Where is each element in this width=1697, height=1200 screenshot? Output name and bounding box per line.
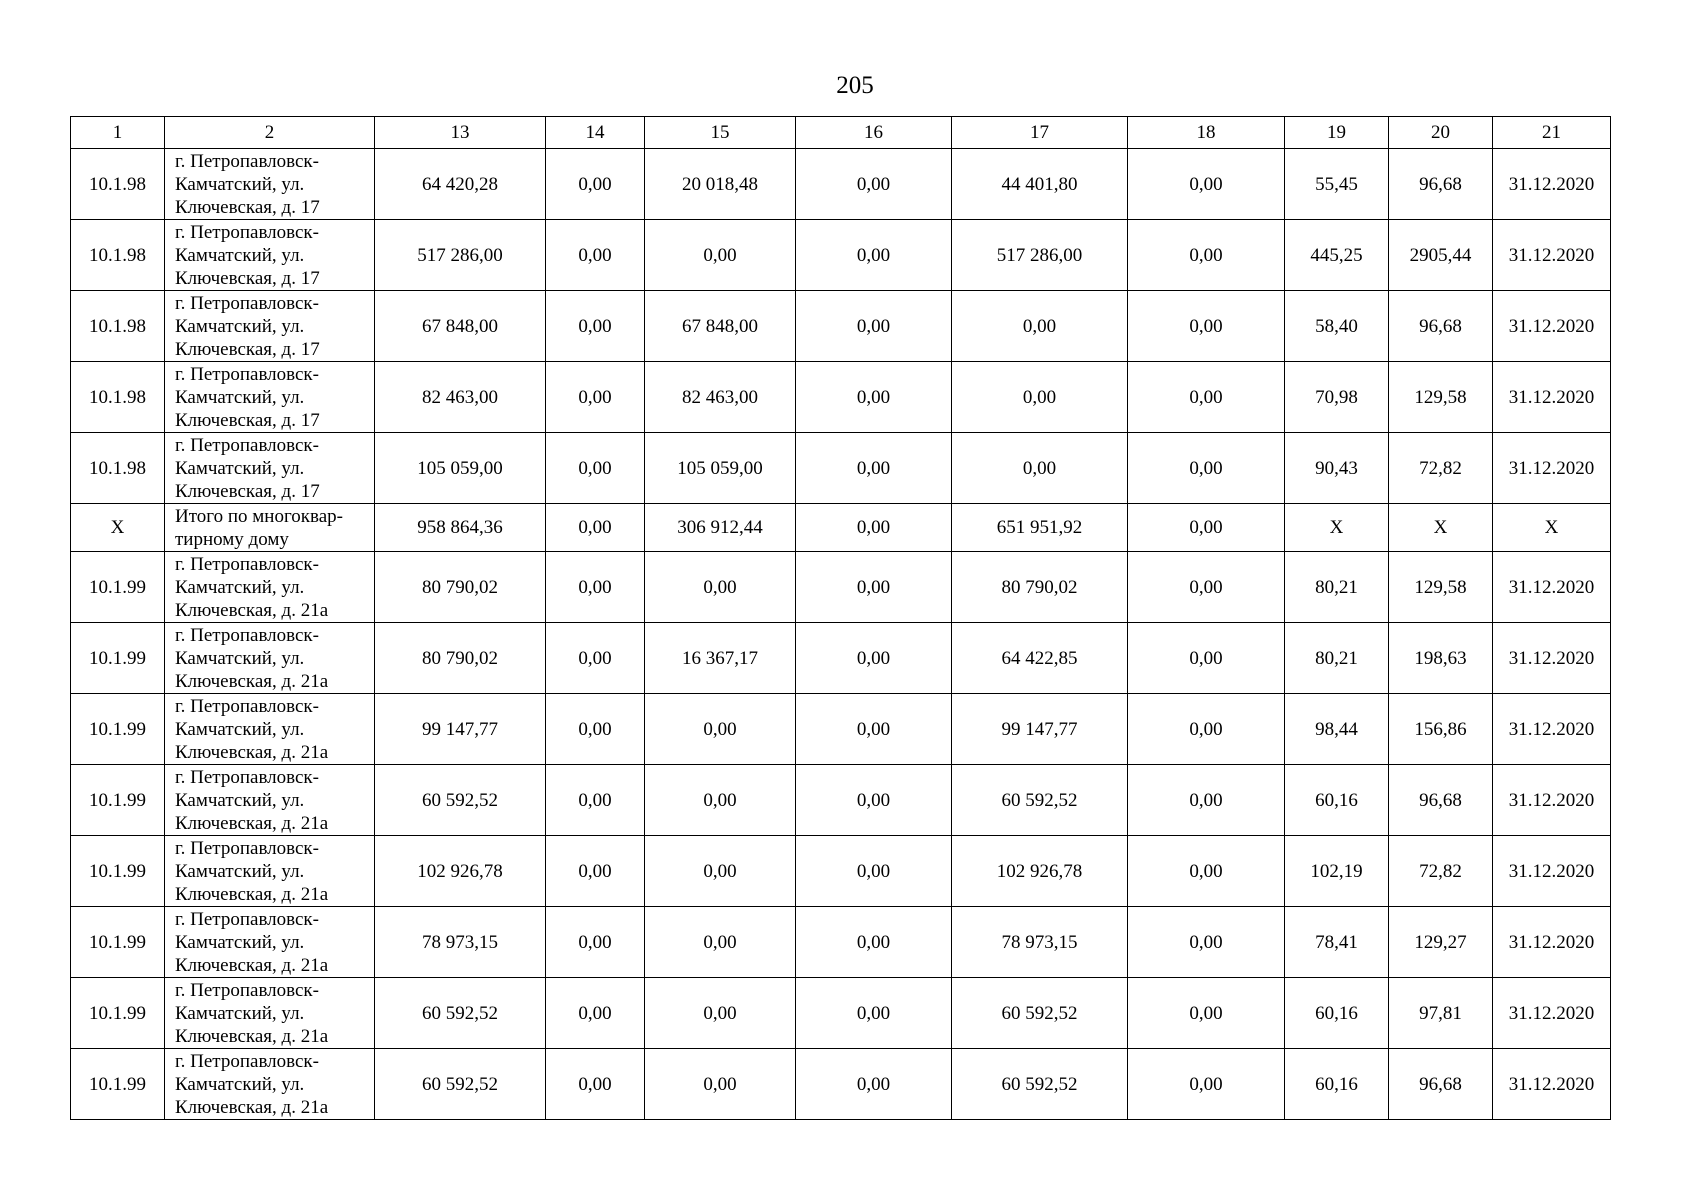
amount-cell: 96,68 — [1389, 1049, 1493, 1120]
amount-cell: 445,25 — [1285, 220, 1389, 291]
amount-cell: 64 422,85 — [952, 623, 1128, 694]
amount-cell: 58,40 — [1285, 291, 1389, 362]
amount-cell: 0,00 — [546, 291, 645, 362]
amount-cell: 80,21 — [1285, 552, 1389, 623]
amount-cell: 0,00 — [1128, 1049, 1285, 1120]
amount-cell: 67 848,00 — [375, 291, 546, 362]
table-row — [71, 1049, 1611, 1120]
amount-cell: 0,00 — [796, 552, 952, 623]
column-header: 19 — [1285, 117, 1389, 149]
table-body — [71, 149, 1611, 1120]
column-header: 18 — [1128, 117, 1285, 149]
address-cell: г. Петропавловск- Камчатский, ул. Ключевская, д. 17 — [165, 291, 375, 362]
amount-cell: 98,44 — [1285, 694, 1389, 765]
amount-cell: 0,00 — [1128, 978, 1285, 1049]
amount-cell: X — [1389, 504, 1493, 552]
address-cell: г. Петропавловск- Камчатский, ул. Ключевская, д. 21а — [165, 907, 375, 978]
column-header: 16 — [796, 117, 952, 149]
amount-cell: 0,00 — [796, 220, 952, 291]
amount-cell: 129,58 — [1389, 552, 1493, 623]
amount-cell: 0,00 — [1128, 504, 1285, 552]
amount-cell: 517 286,00 — [375, 220, 546, 291]
address-cell: г. Петропавловск- Камчатский, ул. Ключевская, д. 17 — [165, 220, 375, 291]
amount-cell: 0,00 — [546, 504, 645, 552]
amount-cell: 0,00 — [796, 149, 952, 220]
amount-cell: 0,00 — [796, 362, 952, 433]
amount-cell: 0,00 — [546, 433, 645, 504]
amount-cell: 0,00 — [546, 362, 645, 433]
amount-cell: 129,27 — [1389, 907, 1493, 978]
item-number-cell: 10.1.99 — [71, 978, 165, 1049]
amount-cell: 78,41 — [1285, 907, 1389, 978]
amount-cell: 60 592,52 — [375, 765, 546, 836]
amount-cell: 0,00 — [1128, 149, 1285, 220]
address-cell: г. Петропавловск- Камчатский, ул. Ключевская, д. 21а — [165, 836, 375, 907]
amount-cell: 67 848,00 — [645, 291, 796, 362]
amount-cell: 0,00 — [1128, 362, 1285, 433]
item-number-cell: 10.1.99 — [71, 552, 165, 623]
amount-cell: 102 926,78 — [952, 836, 1128, 907]
item-number-cell: 10.1.98 — [71, 291, 165, 362]
address-cell: г. Петропавловск- Камчатский, ул. Ключевская, д. 21а — [165, 623, 375, 694]
page-number: 205 — [836, 72, 874, 99]
amount-cell: 129,58 — [1389, 362, 1493, 433]
amount-cell: 0,00 — [546, 765, 645, 836]
date-cell: 31.12.2020 — [1493, 907, 1611, 978]
date-cell: 31.12.2020 — [1493, 1049, 1611, 1120]
address-cell: г. Петропавловск- Камчатский, ул. Ключевская, д. 21а — [165, 694, 375, 765]
amount-cell: 0,00 — [1128, 291, 1285, 362]
amount-cell: 0,00 — [1128, 220, 1285, 291]
amount-cell: 0,00 — [952, 291, 1128, 362]
address-cell: г. Петропавловск- Камчатский, ул. Ключевская, д. 17 — [165, 362, 375, 433]
amount-cell: 0,00 — [546, 623, 645, 694]
item-number-cell: 10.1.99 — [71, 1049, 165, 1120]
amount-cell: 0,00 — [1128, 765, 1285, 836]
amount-cell: 0,00 — [952, 433, 1128, 504]
total-label-cell: Итого по многоквар- тирному дому — [165, 504, 375, 552]
date-cell: 31.12.2020 — [1493, 220, 1611, 291]
amount-cell: 99 147,77 — [952, 694, 1128, 765]
table-header — [71, 117, 1611, 149]
amount-cell: 0,00 — [645, 694, 796, 765]
column-header: 21 — [1493, 117, 1611, 149]
table-row — [71, 220, 1611, 291]
amount-cell: 0,00 — [796, 504, 952, 552]
amount-cell: 96,68 — [1389, 765, 1493, 836]
table-row — [71, 433, 1611, 504]
amount-cell: 60 592,52 — [952, 1049, 1128, 1120]
amount-cell: 0,00 — [952, 362, 1128, 433]
table-row — [71, 623, 1611, 694]
address-cell: г. Петропавловск- Камчатский, ул. Ключевская, д. 17 — [165, 149, 375, 220]
amount-cell: 80 790,02 — [952, 552, 1128, 623]
amount-cell: 0,00 — [796, 694, 952, 765]
amount-cell: 60 592,52 — [375, 1049, 546, 1120]
total-row — [71, 504, 1611, 552]
address-cell: г. Петропавловск- Камчатский, ул. Ключевская, д. 21а — [165, 978, 375, 1049]
amount-cell: 0,00 — [1128, 907, 1285, 978]
item-number-cell: 10.1.98 — [71, 149, 165, 220]
column-header: 1 — [71, 117, 165, 149]
amount-cell: 82 463,00 — [645, 362, 796, 433]
amount-cell: 0,00 — [546, 694, 645, 765]
table-row — [71, 552, 1611, 623]
amount-cell: 60 592,52 — [952, 978, 1128, 1049]
table-row — [71, 694, 1611, 765]
amount-cell: 0,00 — [546, 1049, 645, 1120]
amount-cell: 0,00 — [546, 836, 645, 907]
amount-cell: 97,81 — [1389, 978, 1493, 1049]
amount-cell: 70,98 — [1285, 362, 1389, 433]
address-cell: г. Петропавловск- Камчатский, ул. Ключевская, д. 21а — [165, 765, 375, 836]
amount-cell: 72,82 — [1389, 836, 1493, 907]
column-header: 17 — [952, 117, 1128, 149]
amount-cell: 958 864,36 — [375, 504, 546, 552]
address-cell: г. Петропавловск- Камчатский, ул. Ключевская, д. 17 — [165, 433, 375, 504]
amount-cell: 55,45 — [1285, 149, 1389, 220]
amount-cell: 0,00 — [1128, 433, 1285, 504]
amount-cell: 60,16 — [1285, 978, 1389, 1049]
amount-cell: 0,00 — [1128, 836, 1285, 907]
table-row — [71, 765, 1611, 836]
amount-cell: 90,43 — [1285, 433, 1389, 504]
amount-cell: 0,00 — [796, 623, 952, 694]
date-cell: 31.12.2020 — [1493, 149, 1611, 220]
amount-cell: 60,16 — [1285, 765, 1389, 836]
amount-cell: 72,82 — [1389, 433, 1493, 504]
amount-cell: 0,00 — [546, 978, 645, 1049]
amount-cell: 60 592,52 — [375, 978, 546, 1049]
amount-cell: 60,16 — [1285, 1049, 1389, 1120]
table-row — [71, 362, 1611, 433]
date-cell: 31.12.2020 — [1493, 765, 1611, 836]
data-table — [70, 116, 1611, 1120]
amount-cell: 0,00 — [645, 978, 796, 1049]
date-cell: X — [1493, 504, 1611, 552]
amount-cell: 0,00 — [796, 433, 952, 504]
date-cell: 31.12.2020 — [1493, 552, 1611, 623]
column-header: 20 — [1389, 117, 1493, 149]
item-number-cell: X — [71, 504, 165, 552]
amount-cell: 78 973,15 — [952, 907, 1128, 978]
amount-cell: 0,00 — [1128, 552, 1285, 623]
amount-cell: 0,00 — [796, 836, 952, 907]
amount-cell: 80 790,02 — [375, 623, 546, 694]
amount-cell: 44 401,80 — [952, 149, 1128, 220]
amount-cell: 105 059,00 — [645, 433, 796, 504]
amount-cell: 96,68 — [1389, 149, 1493, 220]
item-number-cell: 10.1.99 — [71, 765, 165, 836]
date-cell: 31.12.2020 — [1493, 291, 1611, 362]
item-number-cell: 10.1.99 — [71, 623, 165, 694]
column-header: 13 — [375, 117, 546, 149]
amount-cell: 0,00 — [796, 1049, 952, 1120]
date-cell: 31.12.2020 — [1493, 362, 1611, 433]
amount-cell: 0,00 — [645, 907, 796, 978]
amount-cell: 517 286,00 — [952, 220, 1128, 291]
amount-cell: 0,00 — [546, 907, 645, 978]
date-cell: 31.12.2020 — [1493, 836, 1611, 907]
amount-cell: 0,00 — [796, 978, 952, 1049]
column-header: 2 — [165, 117, 375, 149]
amount-cell: 0,00 — [1128, 623, 1285, 694]
amount-cell: 80 790,02 — [375, 552, 546, 623]
amount-cell: 0,00 — [796, 291, 952, 362]
table-row — [71, 978, 1611, 1049]
item-number-cell: 10.1.99 — [71, 907, 165, 978]
item-number-cell: 10.1.99 — [71, 836, 165, 907]
address-cell: г. Петропавловск- Камчатский, ул. Ключевская, д. 21а — [165, 552, 375, 623]
amount-cell: 78 973,15 — [375, 907, 546, 978]
column-header: 15 — [645, 117, 796, 149]
item-number-cell: 10.1.99 — [71, 694, 165, 765]
amount-cell: 20 018,48 — [645, 149, 796, 220]
amount-cell: 0,00 — [546, 220, 645, 291]
item-number-cell: 10.1.98 — [71, 220, 165, 291]
amount-cell: 0,00 — [796, 907, 952, 978]
column-header: 14 — [546, 117, 645, 149]
table-row — [71, 291, 1611, 362]
item-number-cell: 10.1.98 — [71, 433, 165, 504]
amount-cell: 0,00 — [645, 765, 796, 836]
amount-cell: 16 367,17 — [645, 623, 796, 694]
date-cell: 31.12.2020 — [1493, 694, 1611, 765]
table-row — [71, 836, 1611, 907]
amount-cell: 0,00 — [645, 836, 796, 907]
amount-cell: 60 592,52 — [952, 765, 1128, 836]
amount-cell: 80,21 — [1285, 623, 1389, 694]
date-cell: 31.12.2020 — [1493, 623, 1611, 694]
amount-cell: 0,00 — [546, 149, 645, 220]
item-number-cell: 10.1.98 — [71, 362, 165, 433]
amount-cell: 651 951,92 — [952, 504, 1128, 552]
amount-cell: 102 926,78 — [375, 836, 546, 907]
amount-cell: 102,19 — [1285, 836, 1389, 907]
amount-cell: 306 912,44 — [645, 504, 796, 552]
amount-cell: 0,00 — [796, 765, 952, 836]
amount-cell: 0,00 — [645, 552, 796, 623]
amount-cell: 105 059,00 — [375, 433, 546, 504]
amount-cell: 99 147,77 — [375, 694, 546, 765]
amount-cell: 0,00 — [1128, 694, 1285, 765]
address-cell: г. Петропавловск- Камчатский, ул. Ключевская, д. 21а — [165, 1049, 375, 1120]
date-cell: 31.12.2020 — [1493, 433, 1611, 504]
amount-cell: 64 420,28 — [375, 149, 546, 220]
table-row — [71, 149, 1611, 220]
amount-cell: 0,00 — [645, 220, 796, 291]
amount-cell: 2905,44 — [1389, 220, 1493, 291]
amount-cell: 0,00 — [546, 552, 645, 623]
amount-cell: 96,68 — [1389, 291, 1493, 362]
amount-cell: 0,00 — [645, 1049, 796, 1120]
date-cell: 31.12.2020 — [1493, 978, 1611, 1049]
table-row — [71, 907, 1611, 978]
amount-cell: X — [1285, 504, 1389, 552]
amount-cell: 82 463,00 — [375, 362, 546, 433]
header-row — [71, 117, 1611, 149]
amount-cell: 156,86 — [1389, 694, 1493, 765]
amount-cell: 198,63 — [1389, 623, 1493, 694]
